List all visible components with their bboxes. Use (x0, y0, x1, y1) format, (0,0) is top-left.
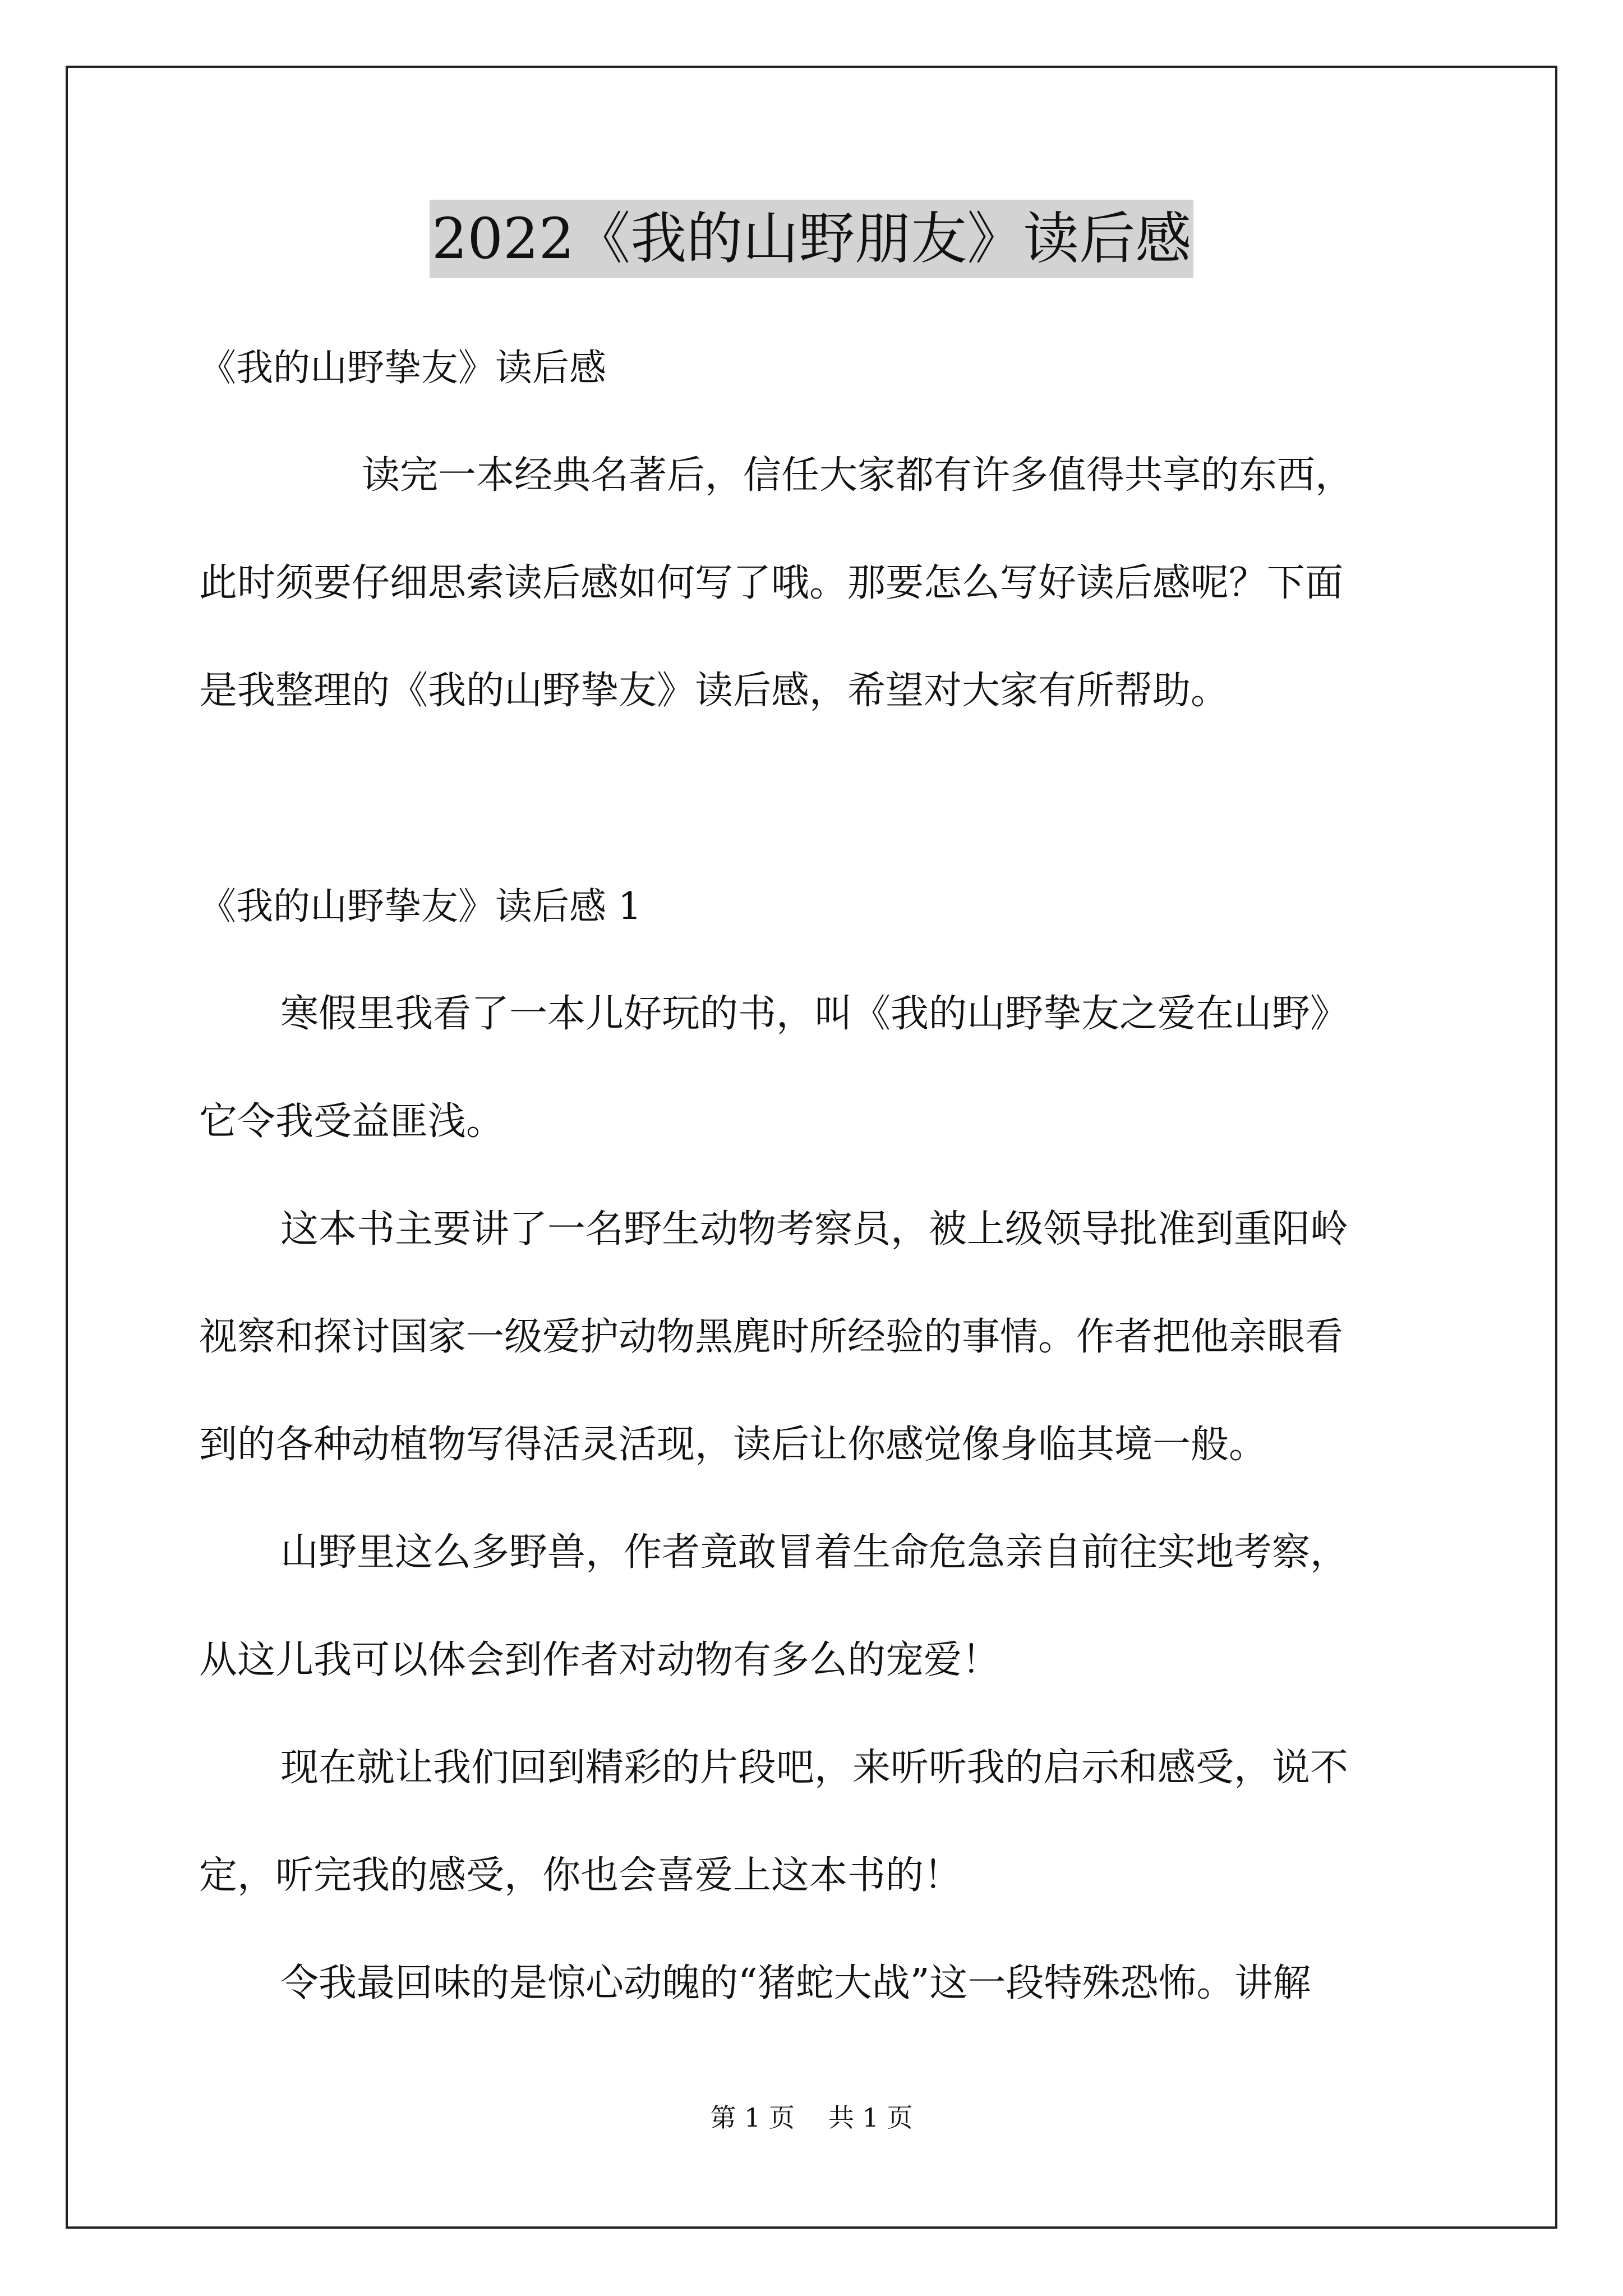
intro-line-3: 是我整理的《我的山野挚友》读后感，希望对大家有所帮助。 (199, 669, 1229, 713)
intro-line-2: 此时须要仔细思索读后感如何写了哦。那要怎么写好读后感呢？下面 (199, 561, 1344, 605)
body-line: 寒假里我看了一本儿好玩的书，叫《我的山野挚友之爱在山野》 (280, 992, 1349, 1036)
paragraph-gap (199, 745, 1438, 853)
body-line: 视察和探讨国家一级爱护动物黑麂时所经验的事情。作者把他亲眼看 (199, 1315, 1344, 1359)
page-total: 共 1 页 (828, 2102, 913, 2133)
section-heading: 《我的山野挚友》读后感 1 (199, 885, 642, 928)
body-line: 从这儿我可以体会到作者对动物有多么的宠爱！ (199, 1638, 1000, 1682)
document-body (199, 314, 1438, 2037)
body-line: 令我最回味的是惊心动魄的“猪蛇大战”这一段特殊恐怖。讲解 (280, 1961, 1311, 2005)
body-line: 它令我受益匪浅。 (199, 1099, 505, 1144)
body-line: 山野里这么多野兽，作者竟敢冒着生命危急亲自前往实地考察， (280, 1530, 1349, 1575)
subtitle: 《我的山野挚友》读后感 (199, 346, 606, 389)
page-footer (0, 2101, 1623, 2134)
page-number: 第 1 页 (710, 2102, 795, 2133)
body-line: 到的各种动植物写得活灵活现，读后让你感觉像身临其境一般。 (199, 1423, 1267, 1467)
body-line: 这本书主要讲了一名野生动物考察员，被上级领导批准到重阳岭 (280, 1207, 1349, 1251)
intro-line-1: 读完一本经典名著后，信任大家都有许多值得共享的东西， (362, 453, 1354, 498)
body-line: 现在就让我们回到精彩的片段吧，来听听我的启示和感受，说不 (280, 1746, 1349, 1790)
title-wrap (0, 200, 1623, 278)
body-line: 定，听完我的感受，你也会喜爱上这本书的！ (199, 1853, 962, 1898)
document-title: 2022《我的山野朋友》读后感 (430, 200, 1194, 278)
